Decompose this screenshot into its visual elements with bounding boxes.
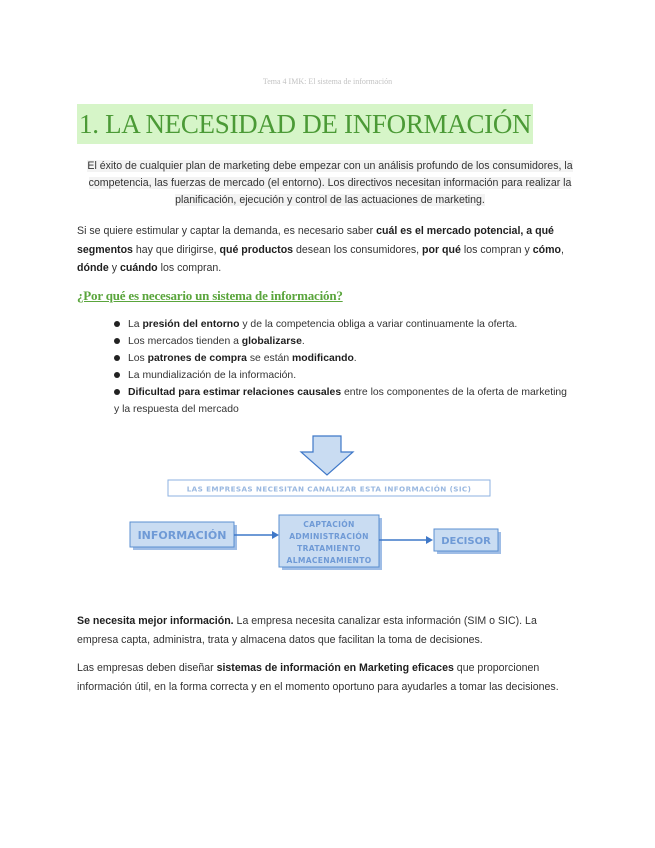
bullet-list <box>114 316 584 418</box>
bold-run: sistemas de información en Marketing eficaces <box>216 662 454 674</box>
down-arrow-icon <box>301 436 353 475</box>
text-run: los compran. <box>157 262 222 274</box>
bold-run: Se necesita mejor información. <box>77 615 234 627</box>
bullet-dot <box>114 355 120 361</box>
title-block <box>77 104 533 144</box>
bullet-dot <box>114 338 120 344</box>
banner-text: LAS EMPRESAS NECESITAN CANALIZAR ESTA INFORMACIÓN (SIC) <box>186 484 472 494</box>
text-run: La <box>128 319 143 330</box>
intro-line-3: planificación, ejecución y control de las actuaciones de marketing. <box>175 194 485 206</box>
text-run: y de la competencia obliga a variar continuamente la oferta. <box>239 319 518 330</box>
text-run: Las empresas deben diseñar <box>77 662 217 674</box>
text-run: Los <box>128 353 148 364</box>
information-flow-diagram <box>0 430 655 580</box>
bold-run: Dificultad para estimar relaciones causales <box>128 387 342 398</box>
list-item <box>114 350 584 367</box>
bullet-dot <box>114 372 120 378</box>
bold-run: cuál es el mercado potencial, a qué segmentos <box>77 225 554 256</box>
list-item <box>114 367 584 384</box>
bold-run: globalizarse <box>241 336 302 347</box>
list-item <box>114 384 584 418</box>
list-item <box>114 316 584 333</box>
text-run: hay que dirigirse, <box>132 243 220 256</box>
bullet-dot <box>114 321 120 327</box>
bold-run: presión del entorno <box>142 319 240 330</box>
intro-line-2: competencia, las fuerzas de mercado (el entorno). Los directivos necesitan información para realizar la <box>88 177 572 189</box>
text-run: La mundialización de la información. <box>128 370 297 381</box>
section-heading: ¿Por qué es necesario un sistema de información? <box>77 288 343 303</box>
process-step: ALMACENAMIENTO <box>286 556 372 565</box>
text-run: se están <box>246 353 293 364</box>
intro-paragraph <box>80 158 580 209</box>
paragraph-design-systems <box>77 659 577 696</box>
decisor-label: DECISOR <box>441 536 491 547</box>
bold-run: dónde <box>77 262 109 274</box>
process-step: ADMINISTRACIÓN <box>289 532 369 541</box>
paragraph-better-info <box>77 612 577 649</box>
text-run: La empresa necesita canalizar esta información (SIM o SIC). La empresa capta, administra, trata y almacena datos que facilitan la toma de decisiones. <box>77 615 537 646</box>
text-run: que proporcionen información útil, en la forma correcta y en el momento oportuno para ayudarles a tomar las decisiones. <box>77 662 559 693</box>
text-run: desean los consumidores, <box>293 243 423 256</box>
process-step: TRATAMIENTO <box>297 544 361 553</box>
running-header: Tema 4 IMK: El sistema de información <box>262 77 393 86</box>
text-run: los compran y <box>460 243 533 256</box>
arrow-head-icon <box>272 531 279 539</box>
bold-run: qué productos <box>219 243 294 256</box>
text-run: entre los componentes de la oferta de marketing <box>341 387 567 398</box>
text-run: y la respuesta del mercado <box>114 404 239 415</box>
arrow-head-icon <box>426 536 433 544</box>
process-step: CAPTACIÓN <box>303 520 355 529</box>
bold-run: cómo <box>532 243 561 256</box>
bold-run: por qué <box>422 243 461 256</box>
text-run: . <box>301 336 305 347</box>
text-run: Si se quiere estimular y captar la demanda, es necesario saber <box>77 225 377 237</box>
text-run: Los mercados tienden a <box>128 336 242 347</box>
bold-run: modificando <box>292 353 354 364</box>
text-run: y <box>108 262 120 274</box>
bold-run: patrones de compra <box>147 353 247 364</box>
intro-line-1: El éxito de cualquier plan de marketing debe empezar con un análisis profundo de los consumidores, la <box>87 160 573 172</box>
paragraph-demand <box>77 222 577 278</box>
info-box-label: INFORMACIÓN <box>137 529 227 542</box>
bold-run: cuándo <box>119 262 158 274</box>
bullet-dot <box>114 389 120 395</box>
page-title: 1. LA NECESIDAD DE INFORMACIÓN <box>77 104 533 144</box>
list-item <box>114 333 584 350</box>
text-run: , <box>561 243 564 256</box>
text-run: . <box>353 353 357 364</box>
